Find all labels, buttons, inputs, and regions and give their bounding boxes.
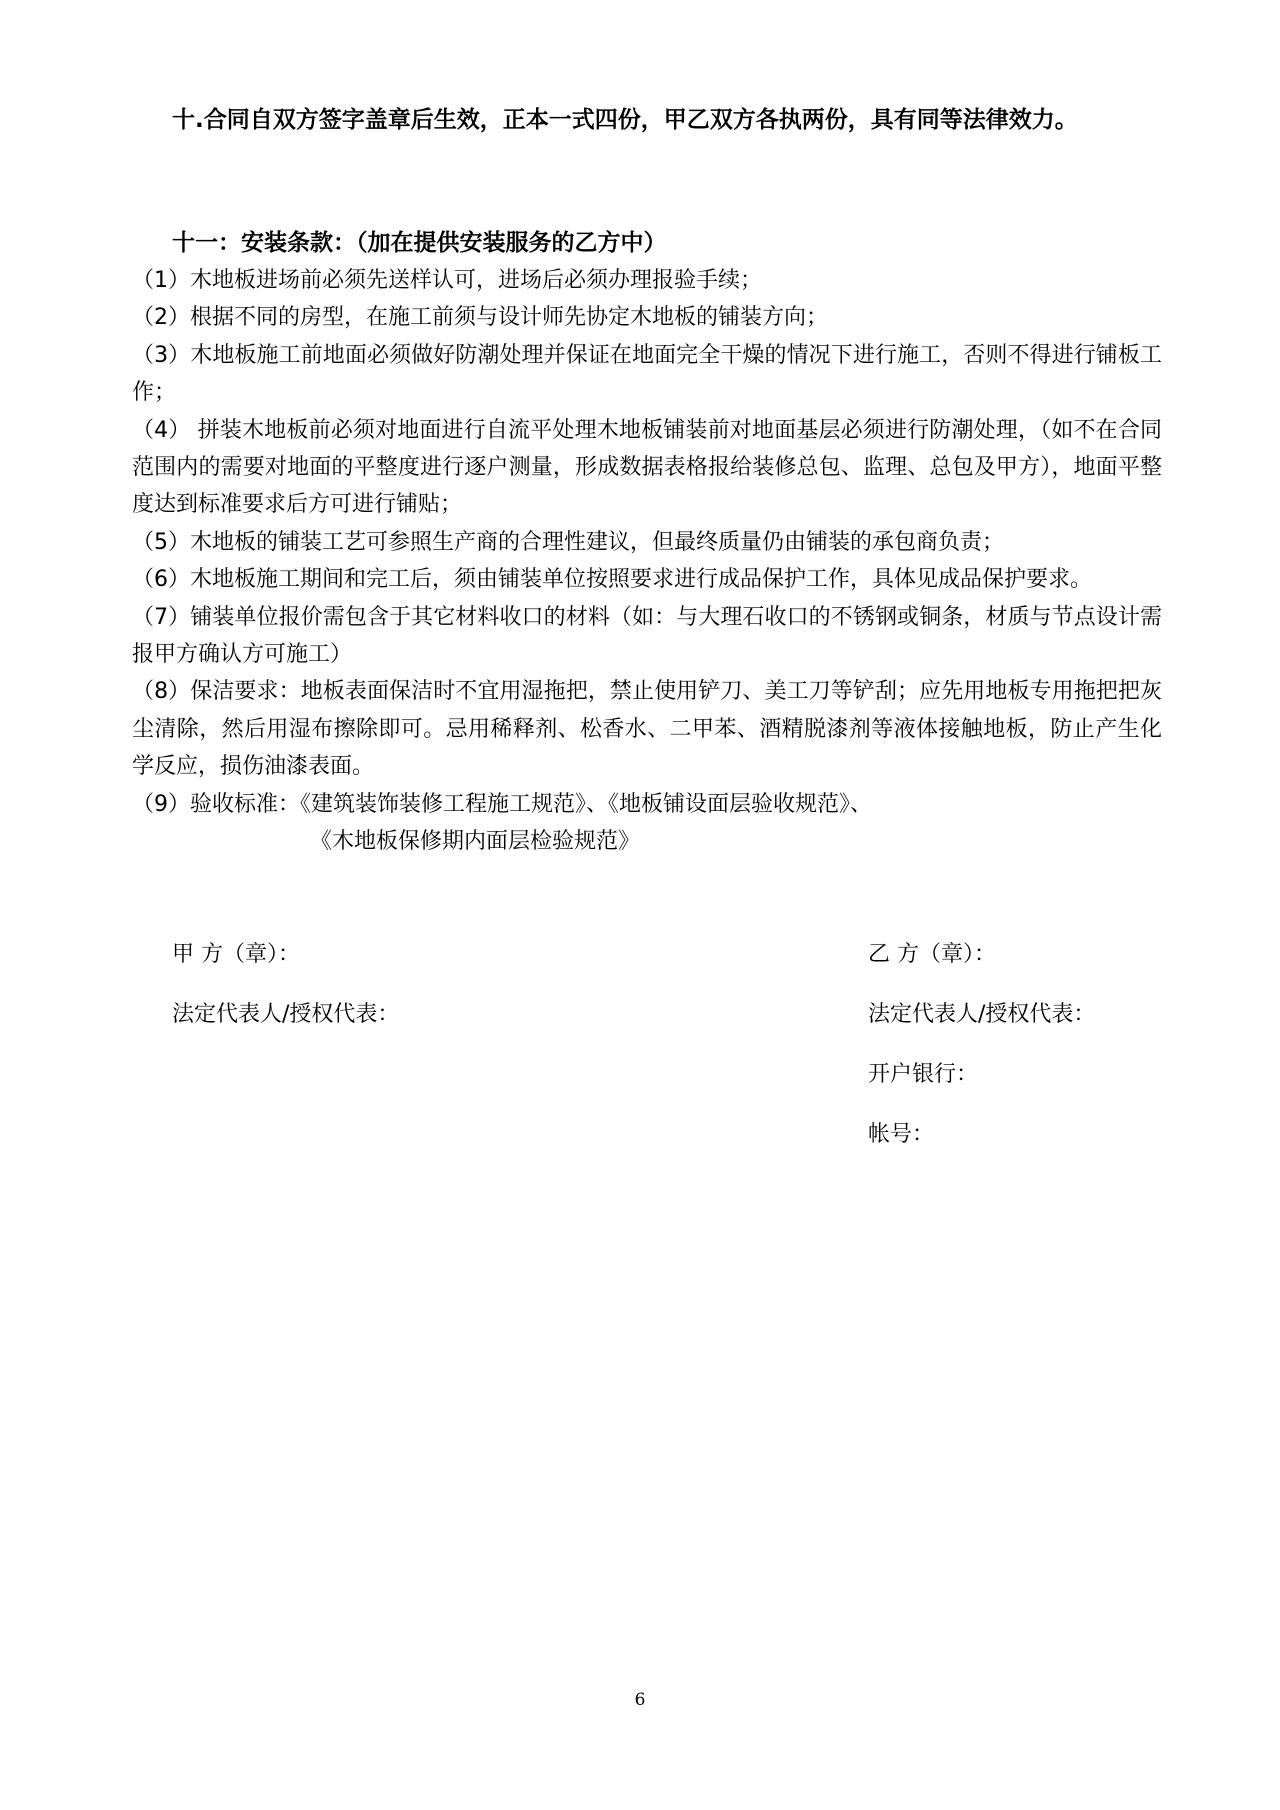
party-b-account-label: 帐号：: [868, 1122, 935, 1147]
party-b-bank-label: 开户银行：: [868, 1062, 979, 1087]
clause-item-9-standards-continued: 《木地板保修期内面层检验规范》: [310, 829, 641, 855]
party-a-representative-label: 法定代表人/授权代表：: [172, 1002, 400, 1027]
page-number: 6: [634, 1690, 646, 1710]
clause-item-1: （1）木地板进场前必须先送样认可，进场后必须办理报验手续；: [132, 268, 762, 293]
clause-eleven-items: [132, 262, 1162, 861]
clause-eleven-heading: 十一：安装条款：（加在提供安装服务的乙方中）: [172, 230, 667, 256]
clause-item-9-standards: （9）验收标准：《建筑装饰装修工程施工规范》、《地板铺设面层验收规范》、: [132, 791, 872, 817]
party-b-seal-label: 乙 方（章）：: [868, 942, 996, 967]
clause-item-5: （5）木地板的铺装工艺可参照生产商的合理性建议，但最终质量仍由铺装的承包商负责；: [132, 529, 1005, 555]
party-a-signature-block: [172, 940, 399, 1060]
party-b-representative-label: 法定代表人/授权代表：: [868, 1002, 1096, 1027]
party-b-signature-block: [868, 940, 1095, 1180]
clause-ten: 十.合同自双方签字盖章后生效，正本一式四份，甲乙双方各执两份，具有同等法律效力。: [172, 107, 1078, 133]
clause-item-4: （4） 拼装木地板前必须对地面进行自流平处理木地板铺装前对地面基层必须进行防潮处理，（如不在合同范围内的需要对地面的平整度进行逐户测量，形成数据表格报给装修总包、监理、总包及甲方），地面平整度达到标准要求后方可进行铺贴；: [132, 417, 1162, 518]
clause-item-6: （6）木地板施工期间和完工后，须由铺装单位按照要求进行成品保护工作，具体见成品保护要求。: [132, 567, 1093, 593]
clause-item-7: （7）铺装单位报价需包含于其它材料收口的材料（如：与大理石收口的不锈钢或铜条，材质与节点设计需报甲方确认方可施工）: [132, 604, 1162, 668]
clause-item-8: （8）保洁要求：地板表面保洁时不宜用湿拖把，禁止使用铲刀、美工刀等铲刮；应先用地板专用拖把把灰尘清除，然后用湿布擦除即可。忌用稀释剂、松香水、二甲苯、酒精脱漆剂等液体接触地板，防止产生化学反应，损伤油漆表面。: [132, 679, 1162, 780]
party-a-seal-label: 甲 方（章）：: [172, 942, 300, 967]
clause-item-3: （3）木地板施工前地面必须做好防潮处理并保证在地面完全干燥的情况下进行施工，否则不得进行铺板工作；: [132, 342, 1162, 406]
clause-item-2: （2）根据不同的房型，在施工前须与设计师先协定木地板的铺装方向；: [132, 305, 828, 331]
